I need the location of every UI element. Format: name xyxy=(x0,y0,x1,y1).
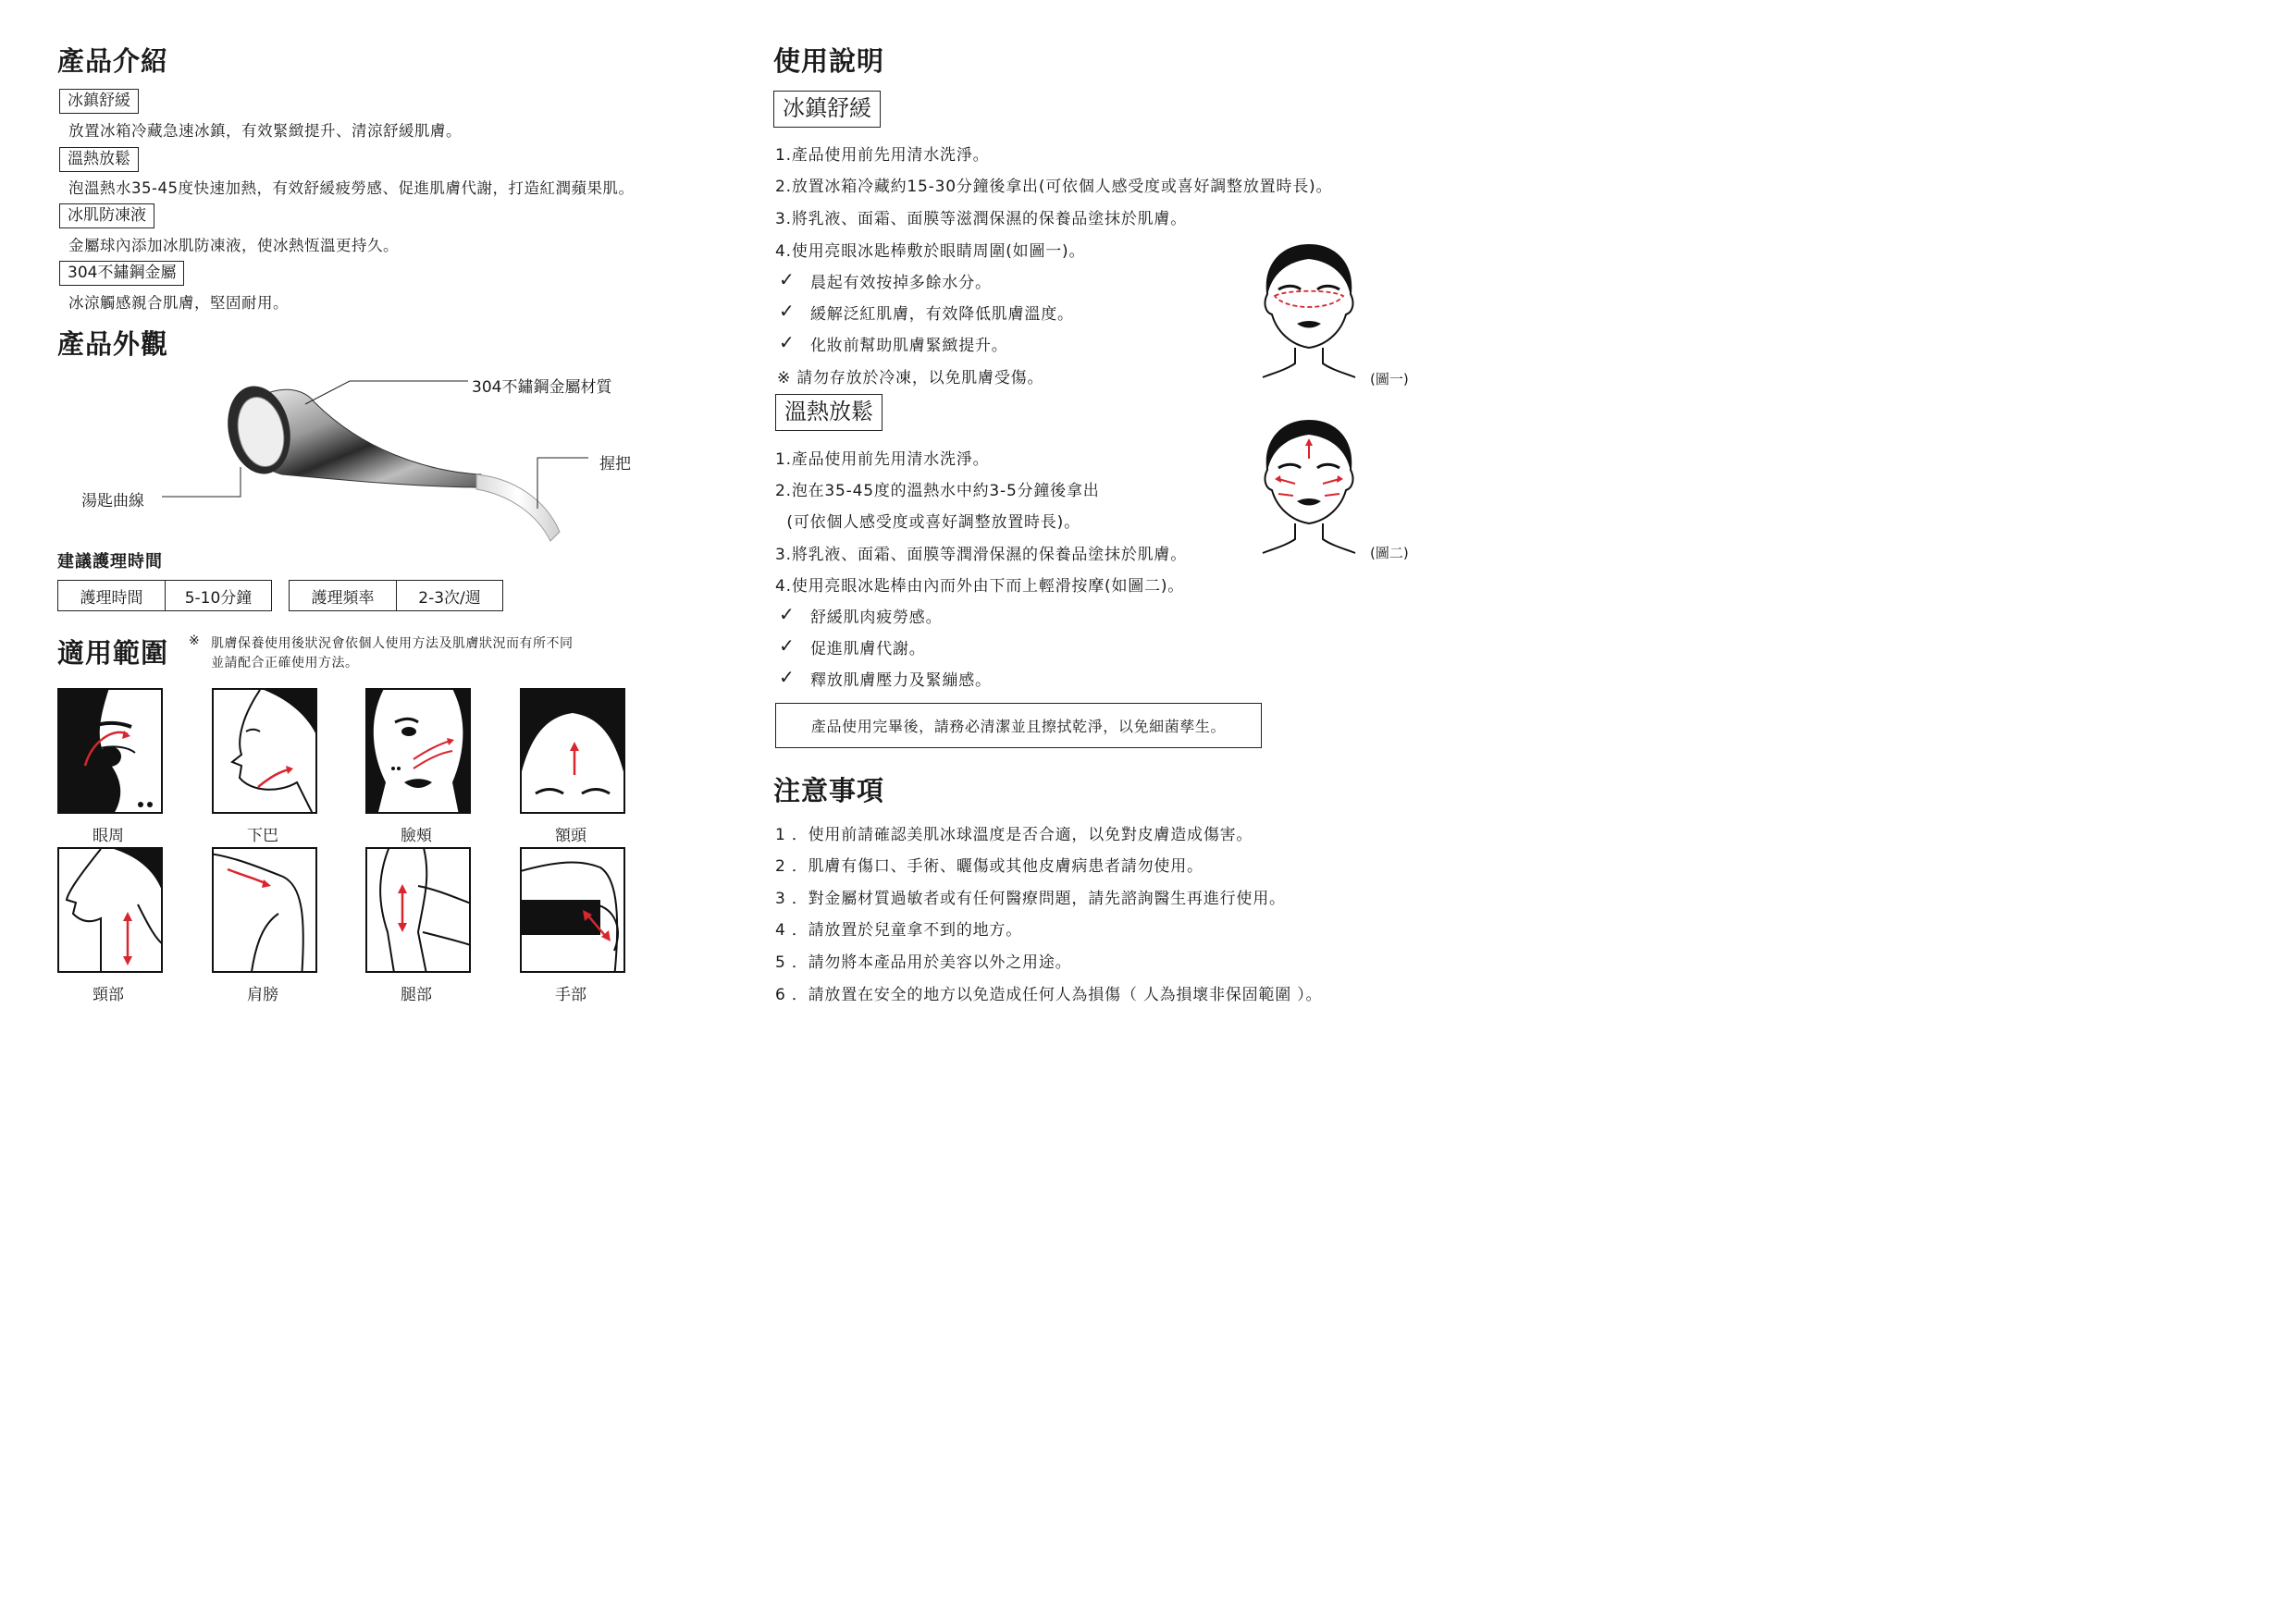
notice-6: 6 ．請放置在安全的地方以免造成任何人為損傷（ 人為損壞非保固範圍 ）。 xyxy=(775,986,1323,1004)
scope-note-mark: ※ xyxy=(189,633,200,648)
care-title: 建議護理時間 xyxy=(57,552,163,572)
area-leg-icon xyxy=(365,847,471,973)
feature-tag-steel: 304不鏽鋼金屬 xyxy=(59,261,184,286)
warm-step-3: 3.將乳液、面霜、面膜等潤滑保濕的保養品塗抹於肌膚。 xyxy=(775,546,1188,564)
notice-title: 注意事項 xyxy=(773,775,885,806)
check-icon: ✓ xyxy=(779,634,795,657)
care-frequency-table xyxy=(289,580,503,611)
callout-curve: 湯匙曲線 xyxy=(81,492,144,510)
notice-4: 4 ．請放置於兒童拿不到的地方。 xyxy=(775,921,1023,940)
area-shoulder-icon xyxy=(212,847,317,973)
clean-note-box: 產品使用完畢後，請務必清潔並且擦拭乾淨，以免細菌孳生。 xyxy=(775,703,1262,748)
area-eye-icon xyxy=(57,688,163,814)
feature-tag-warm: 溫熱放鬆 xyxy=(59,147,139,172)
warm-benefit-2: 促進肌膚代謝。 xyxy=(810,640,926,658)
area-label-chin: 下巴 xyxy=(247,827,278,845)
cold-benefit-2: 緩解泛紅肌膚，有效降低肌膚溫度。 xyxy=(810,305,1074,324)
callout-material: 304不鏽鋼金屬材質 xyxy=(472,378,612,397)
care-time-value: 5-10分鐘 xyxy=(184,588,253,608)
scope-note-line1: 肌膚保養使用後狀況會依個人使用方法及肌膚狀況而有所不同 xyxy=(211,636,574,651)
scope-note-line2: 並請配合正確使用方法。 xyxy=(211,656,359,670)
area-label-cheek: 臉頰 xyxy=(401,827,432,845)
area-forehead-icon xyxy=(520,688,625,814)
cold-step-3: 3.將乳液、面霜、面膜等滋潤保濕的保養品塗抹於肌膚。 xyxy=(775,210,1188,228)
cold-step-4: 4.使用亮眼冰匙棒敷於眼睛周圍(如圖一)。 xyxy=(775,242,1086,261)
area-label-shoulder: 肩膀 xyxy=(247,986,278,1004)
feature-desc-antifreeze: 金屬球內添加冰肌防凍液，使冰熱恆溫更持久。 xyxy=(68,237,399,254)
notice-3: 3 ．對金屬材質過敏者或有任何醫療問題，請先諮詢醫生再進行使用。 xyxy=(775,890,1286,908)
warm-step-4: 4.使用亮眼冰匙棒由內而外由下而上輕滑按摩(如圖二)。 xyxy=(775,577,1185,596)
feature-tag-antifreeze: 冰肌防凍液 xyxy=(59,203,154,228)
usage-warm-tag: 溫熱放鬆 xyxy=(775,394,883,431)
area-cheek-icon xyxy=(365,688,471,814)
care-frequency-label: 護理頻率 xyxy=(290,581,397,610)
cold-benefit-1: 晨起有效按掉多餘水分。 xyxy=(810,274,992,292)
care-time-table xyxy=(57,580,272,611)
figure-1-face-illustration xyxy=(1258,239,1360,383)
cold-step-2: 2.放置冰箱冷藏約15-30分鐘後拿出(可依個人感受度或喜好調整放置時長)。 xyxy=(775,178,1333,196)
notice-5: 5 ．請勿將本產品用於美容以外之用途。 xyxy=(775,953,1072,972)
care-time-label: 護理時間 xyxy=(58,581,166,610)
area-arm-icon xyxy=(520,847,625,973)
callout-handle: 握把 xyxy=(599,455,631,473)
notice-1: 1 ．使用前請確認美肌冰球溫度是否合適，以免對皮膚造成傷害。 xyxy=(775,826,1253,844)
figure-2-label: (圖二) xyxy=(1370,545,1409,561)
area-chin-icon xyxy=(212,688,317,814)
area-label-arm: 手部 xyxy=(555,986,586,1004)
cold-step-1: 1.產品使用前先用清水洗淨。 xyxy=(775,146,990,165)
check-icon: ✓ xyxy=(779,666,795,688)
area-label-forehead: 額頭 xyxy=(555,827,586,845)
usage-title: 使用說明 xyxy=(773,45,885,77)
feature-desc-warm: 泡溫熱水35-45度快速加熱，有效舒緩疲勞感、促進肌膚代謝，打造紅潤蘋果肌。 xyxy=(68,179,635,197)
notice-2: 2 ．肌膚有傷口、手術、曬傷或其他皮膚病患者請勿使用。 xyxy=(775,857,1204,876)
feature-tag-cold: 冰鎮舒緩 xyxy=(59,89,139,114)
area-label-eye: 眼周 xyxy=(93,827,124,845)
warm-step-1: 1.產品使用前先用清水洗淨。 xyxy=(775,450,990,469)
warm-benefit-3: 釋放肌膚壓力及緊繃感。 xyxy=(810,671,992,690)
usage-cold-tag: 冰鎮舒緩 xyxy=(773,91,881,128)
check-icon: ✓ xyxy=(779,603,795,625)
warm-step-2-note: (可依個人感受度或喜好調整放置時長)。 xyxy=(775,513,1080,532)
scope-title: 適用範圍 xyxy=(57,637,169,669)
warm-benefit-1: 舒緩肌肉疲勞感。 xyxy=(810,609,943,627)
cold-warning: ※ 請勿存放於冷凍，以免肌膚受傷。 xyxy=(777,369,1044,387)
warm-step-2: 2.泡在35-45度的溫熱水中約3-5分鐘後拿出 xyxy=(775,482,1100,500)
figure-2-face-illustration xyxy=(1258,414,1360,559)
check-icon: ✓ xyxy=(779,300,795,322)
area-label-neck: 頸部 xyxy=(93,986,124,1004)
feature-desc-cold: 放置冰箱冷藏急速冰鎮，有效緊緻提升、清涼舒緩肌膚。 xyxy=(68,122,462,140)
area-label-leg: 腿部 xyxy=(401,986,432,1004)
figure-1-label: (圖一) xyxy=(1370,371,1409,387)
appearance-title: 產品外觀 xyxy=(57,328,169,360)
care-frequency-value: 2-3次/週 xyxy=(418,588,481,608)
feature-desc-steel: 冰涼觸感親合肌膚，堅固耐用。 xyxy=(68,294,289,312)
area-neck-icon xyxy=(57,847,163,973)
check-icon: ✓ xyxy=(779,331,795,353)
check-icon: ✓ xyxy=(779,268,795,290)
cold-benefit-3: 化妝前幫助肌膚緊緻提升。 xyxy=(810,337,1008,355)
intro-title: 產品介紹 xyxy=(57,45,169,77)
